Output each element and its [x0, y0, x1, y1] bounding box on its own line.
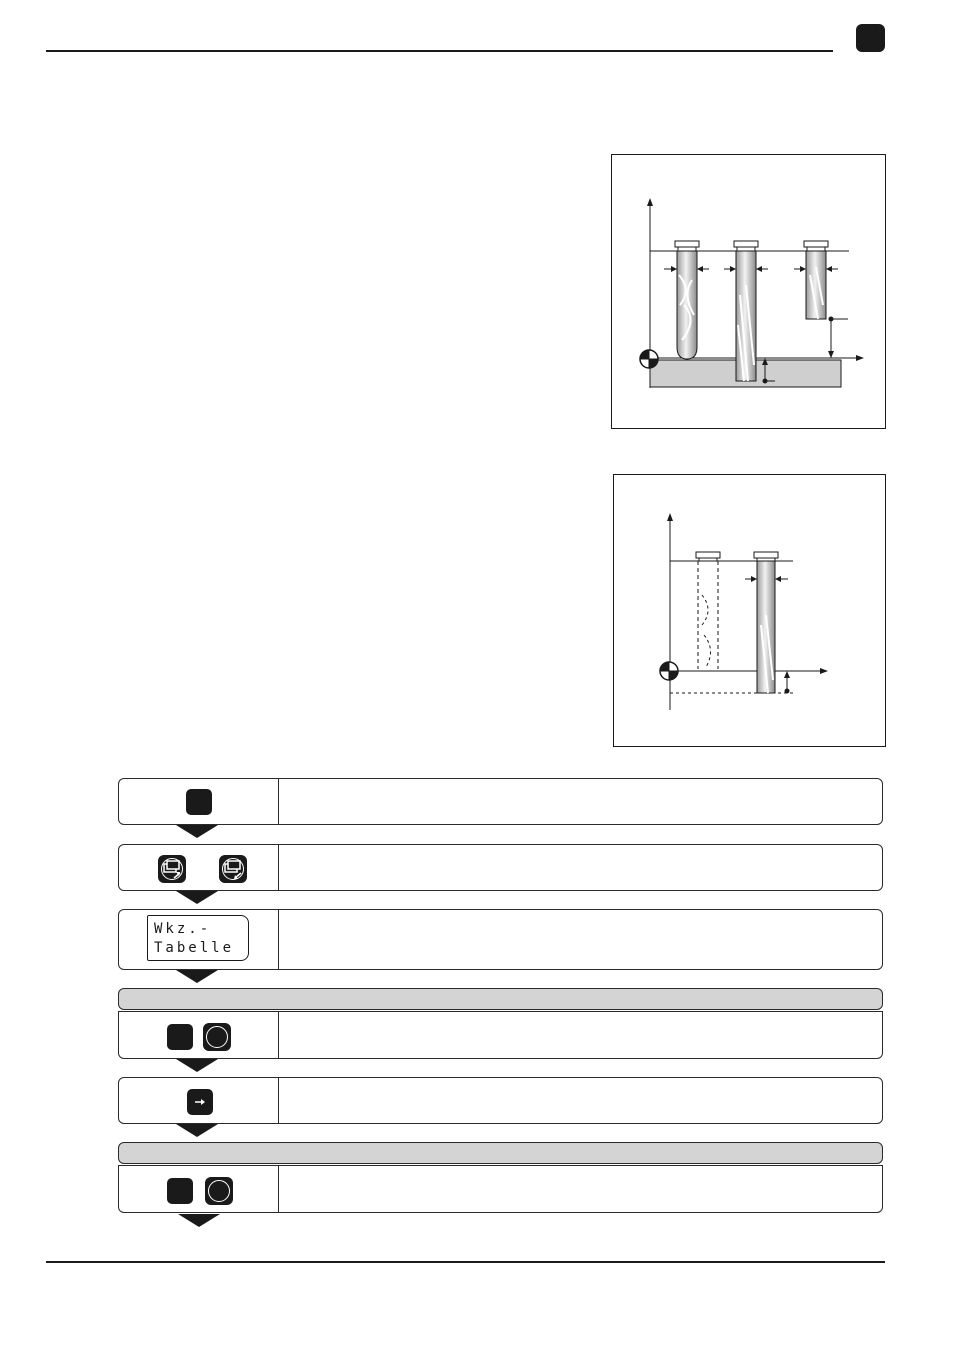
flow-arrow — [176, 891, 218, 904]
step-1 — [118, 778, 883, 825]
step-2 — [118, 844, 883, 891]
lcd-line-1: Wkz.- — [154, 921, 212, 937]
arrow-right-icon — [187, 1089, 213, 1115]
flow-arrow — [176, 825, 218, 838]
tool-short-mill — [794, 241, 848, 358]
step-6 — [118, 1165, 883, 1213]
section-band-2 — [118, 1142, 883, 1164]
flow-arrow — [178, 1214, 220, 1227]
step-3 — [118, 909, 883, 970]
lcd-display — [147, 915, 249, 961]
step-3-key-cell — [119, 910, 279, 969]
circle-key[interactable] — [203, 1023, 231, 1051]
page-up-key[interactable] — [158, 855, 186, 883]
tool-dashed-reference — [696, 552, 720, 669]
lcd-line-2: Tabelle — [154, 940, 235, 956]
step-5-key-cell — [119, 1078, 279, 1123]
enter-key[interactable] — [187, 1089, 213, 1115]
footer-rule — [46, 1261, 885, 1263]
tool-length-diagram — [612, 155, 885, 428]
step-4 — [118, 1011, 883, 1059]
flow-arrow — [176, 970, 218, 983]
step-2-key-cell — [119, 845, 279, 890]
page-down-key[interactable] — [219, 855, 247, 883]
window-arrow-down-icon — [219, 855, 247, 883]
figure-reference-tool — [613, 474, 886, 747]
window-arrow-up-icon — [158, 855, 186, 883]
header-rule — [46, 50, 833, 52]
axis-key[interactable] — [167, 1178, 193, 1204]
circle-key[interactable] — [205, 1177, 233, 1205]
chapter-tab-marker — [856, 24, 885, 52]
step-6-key-cell — [119, 1166, 279, 1212]
tool-ball-end — [664, 241, 709, 359]
step-5 — [118, 1077, 883, 1124]
section-band-1 — [118, 988, 883, 1010]
step-4-key-cell — [119, 1012, 279, 1058]
mode-key[interactable] — [186, 789, 212, 815]
axis-key[interactable] — [167, 1024, 193, 1050]
flow-arrow — [176, 1059, 218, 1072]
flow-arrow — [176, 1124, 218, 1137]
reference-tool-diagram — [614, 475, 885, 746]
step-1-key-cell — [119, 779, 279, 824]
figure-tool-lengths — [611, 154, 886, 429]
tool-end-mill — [745, 552, 790, 694]
